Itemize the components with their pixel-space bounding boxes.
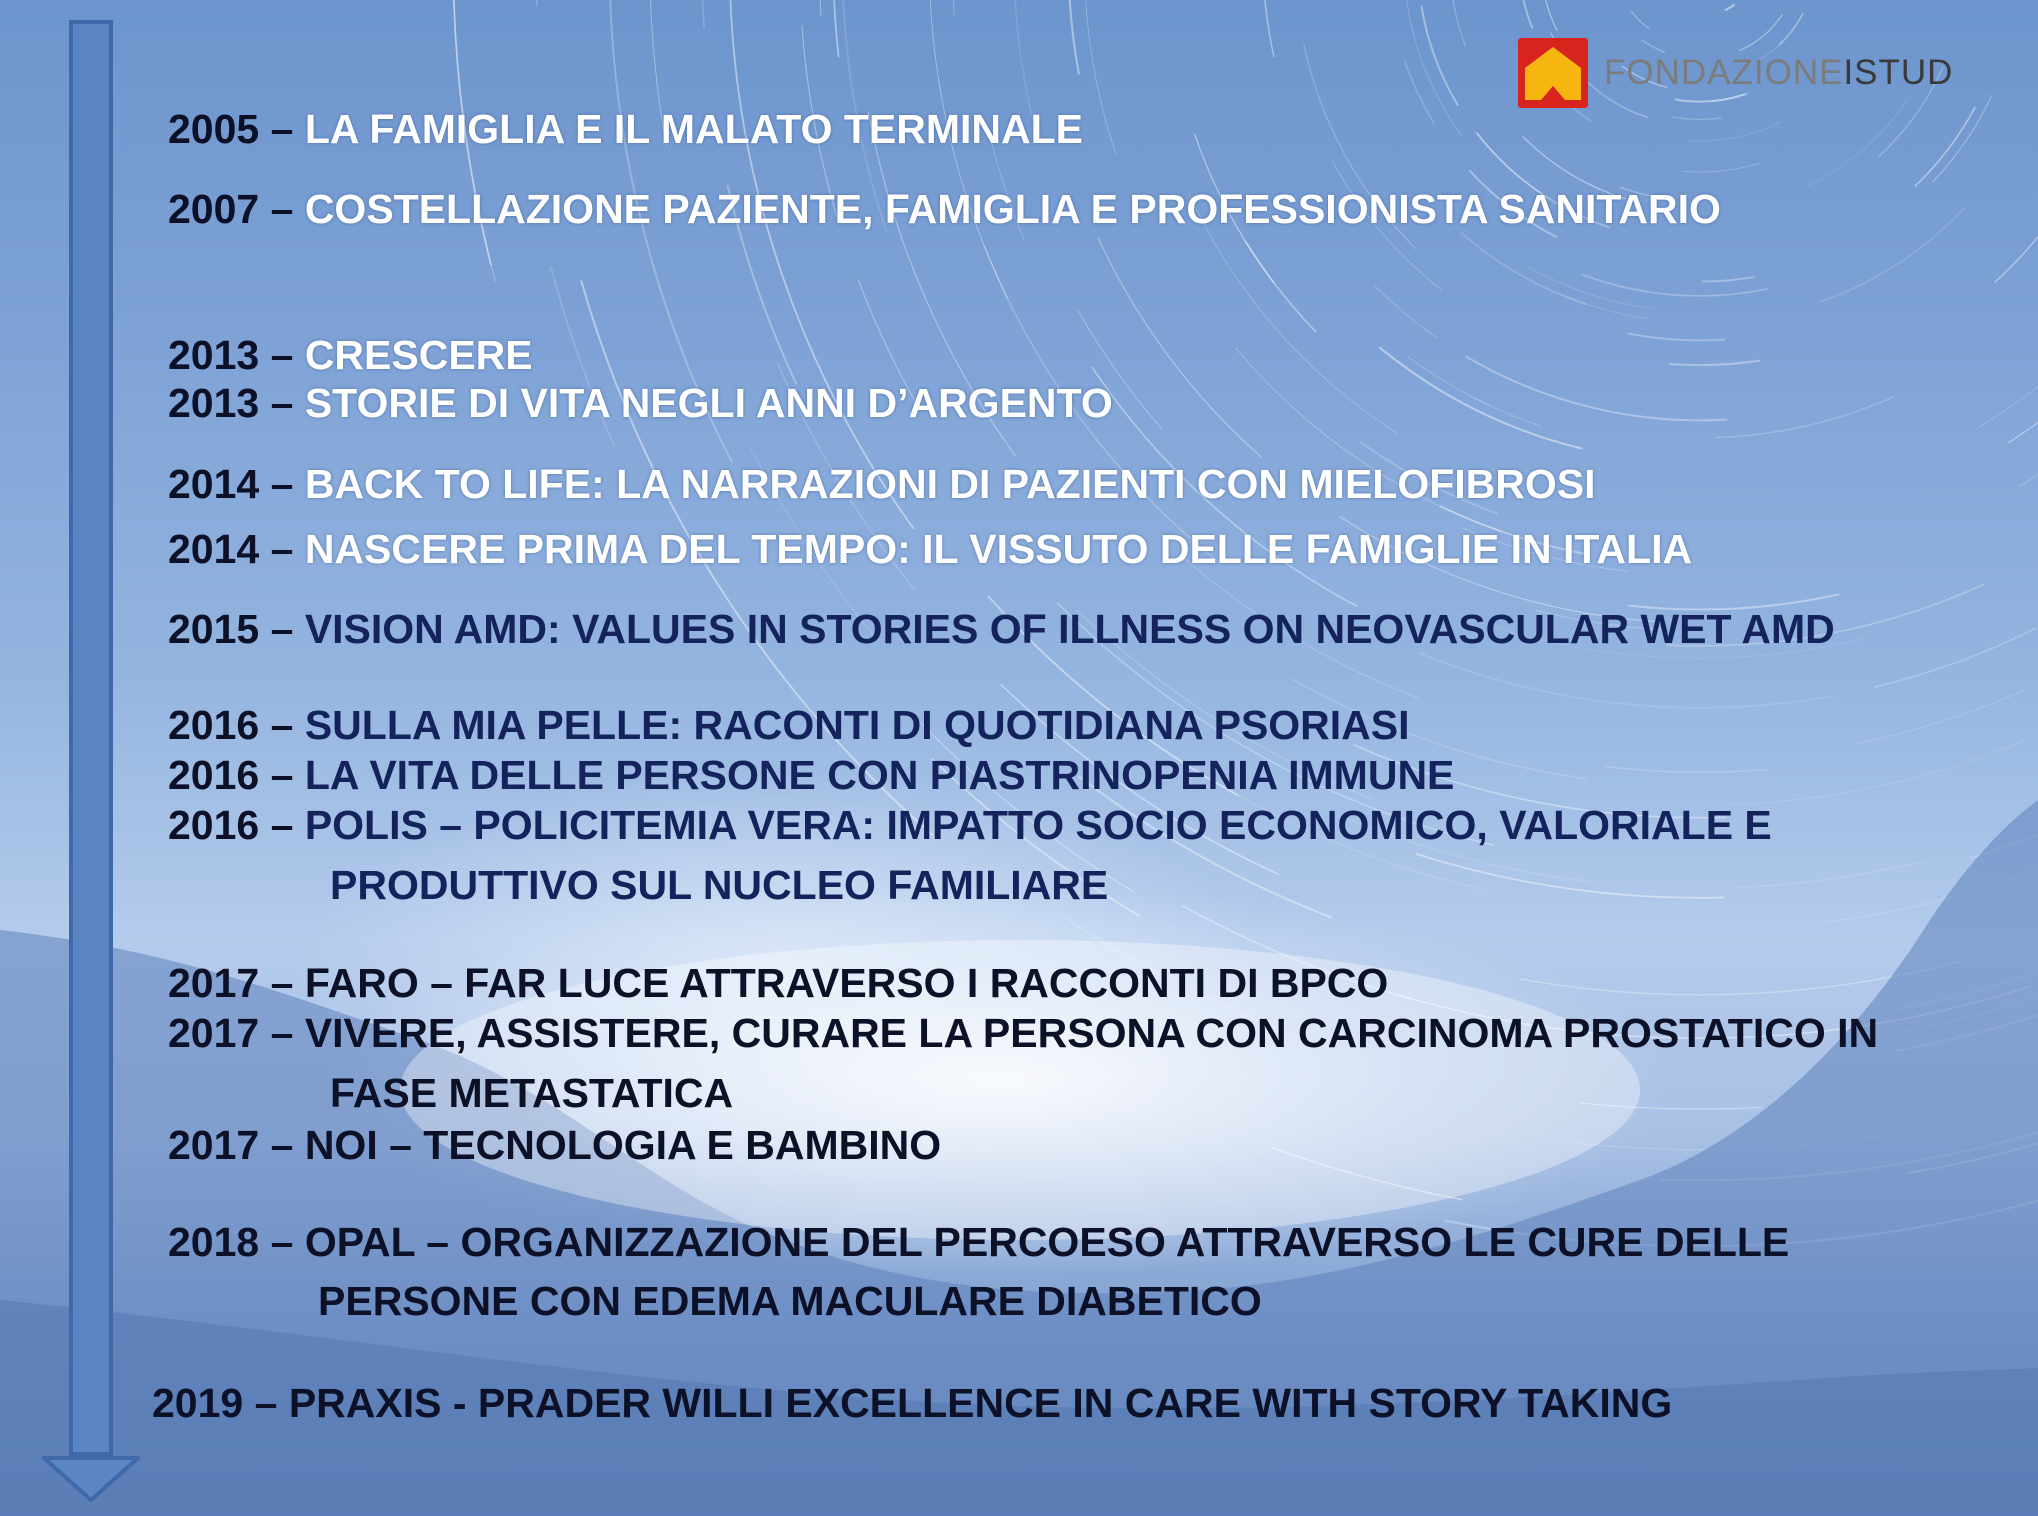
star-trail bbox=[1736, 861, 1925, 888]
star-trail bbox=[1450, 0, 1465, 46]
timeline-entry bbox=[168, 459, 1596, 509]
timeline-entry bbox=[168, 330, 533, 380]
logo-text-istud: ISTUD bbox=[1843, 53, 1954, 92]
entry-year: 2013 – bbox=[168, 332, 294, 378]
timeline-entry-continuation bbox=[318, 1276, 1262, 1326]
star-trail bbox=[1422, 6, 1458, 105]
star-trail bbox=[730, 0, 913, 528]
star-trail bbox=[1419, 653, 1834, 708]
logo-text-fondazione: FONDAZIONE bbox=[1604, 53, 1844, 92]
entry-title: POLIS – POLICITEMIA VERA: IMPATTO SOCIO ECONOMICO, VALORIALE E bbox=[304, 802, 1772, 848]
star-trail bbox=[1519, 0, 1532, 28]
star-trail bbox=[1979, 325, 2038, 427]
entry-title: LA FAMIGLIA E IL MALATO TERMINALE bbox=[304, 106, 1084, 152]
star-trail bbox=[536, 0, 655, 6]
entry-title: COSTELLAZIONE PAZIENTE, FAMIGLIA E PROFESSIONISTA SANITARIO bbox=[304, 186, 1721, 232]
star-trail bbox=[1541, 0, 1557, 30]
entry-year: 2013 – bbox=[168, 380, 294, 426]
entry-year: 2005 – bbox=[168, 106, 294, 152]
star-trail bbox=[1467, 357, 1727, 421]
star-trail bbox=[1461, 233, 1586, 304]
entry-year: 2014 – bbox=[168, 526, 294, 572]
entry-year: 2018 – bbox=[168, 1219, 294, 1265]
timeline-entry bbox=[168, 104, 1083, 154]
star-trail bbox=[1727, 739, 2029, 805]
entry-title: VISION AMD: VALUES IN STORIES OF ILLNESS ON NEOVASCULAR WET AMD bbox=[304, 606, 1835, 652]
star-trail bbox=[952, 0, 972, 15]
entry-title: VIVERE, ASSISTERE, CURARE LA PERSONA CON CARCINOMA PROSTATICO IN bbox=[304, 1010, 1879, 1056]
entry-title: CRESCERE bbox=[304, 332, 533, 378]
star-trail bbox=[1854, 690, 2025, 744]
star-trail bbox=[2020, 343, 2038, 487]
star-trail bbox=[1689, 122, 1781, 141]
timeline-entry bbox=[168, 700, 1410, 750]
entry-title-continued: PERSONE CON EDEMA MACULARE DIABETICO bbox=[318, 1278, 1262, 1324]
entry-title: SULLA MIA PELLE: RACONTI DI QUOTIDIANA PSORIASI bbox=[304, 702, 1410, 748]
entry-title-continued: FASE METASTATICA bbox=[330, 1070, 734, 1116]
timeline-entry-continuation bbox=[330, 860, 1108, 910]
entry-title: STORIE DI VITA NEGLI ANNI D’ARGENTO bbox=[304, 380, 1113, 426]
star-trail bbox=[1607, 767, 1767, 772]
star-trail bbox=[1703, 277, 1754, 282]
star-trail bbox=[1933, 96, 1992, 182]
star-trail bbox=[1875, 628, 2035, 687]
star-trail bbox=[1246, 242, 1316, 332]
entry-year: 2015 – bbox=[168, 606, 294, 652]
entry-year: 2017 – bbox=[168, 960, 294, 1006]
entry-title: LA VITA DELLE PERSONE CON PIASTRINOPENIA IMMUNE bbox=[304, 752, 1455, 798]
star-trail bbox=[1726, 5, 1734, 10]
star-trail bbox=[1583, 275, 1768, 296]
entry-title: NOI – TECNOLOGIA E BAMBINO bbox=[304, 1122, 942, 1168]
timeline-entry bbox=[168, 1217, 1789, 1267]
entry-year: 2016 – bbox=[168, 752, 294, 798]
star-trail bbox=[1409, 357, 1490, 405]
timeline-entry bbox=[168, 524, 1692, 574]
star-trail bbox=[1631, 11, 1649, 29]
entry-year: 2016 – bbox=[168, 802, 294, 848]
star-trail bbox=[1416, 854, 1723, 898]
star-trail bbox=[1995, 212, 2038, 282]
star-trail bbox=[1375, 286, 1436, 337]
fondazione-istud-logo bbox=[1518, 38, 1953, 108]
star-trail bbox=[1628, 334, 1724, 341]
star-trail bbox=[1085, 0, 1117, 155]
star-trail bbox=[2009, 314, 2038, 443]
entry-year: 2007 – bbox=[168, 186, 294, 232]
entry-title: OPAL – ORGANIZZAZIONE DEL PERCOESO ATTRAVERSO LE CURE DELLE bbox=[304, 1219, 1790, 1265]
entry-title: NASCERE PRIMA DEL TEMPO: IL VISSUTO DELLE FAMIGLIE IN ITALIA bbox=[304, 526, 1693, 572]
star-trail bbox=[819, 0, 829, 16]
logo-text bbox=[1604, 38, 1953, 108]
timeline-entry bbox=[168, 604, 1835, 654]
timeline-entry-continuation bbox=[330, 1068, 733, 1118]
timeline-entry bbox=[168, 958, 1388, 1008]
entry-year: 2017 – bbox=[168, 1010, 294, 1056]
entry-title-continued: PRODUTTIVO SUL NUCLEO FAMILIARE bbox=[330, 862, 1109, 908]
star-trail bbox=[1670, 361, 1760, 365]
star-trail bbox=[1716, 397, 1894, 438]
entry-year: 2016 – bbox=[168, 702, 294, 748]
star-trail bbox=[1263, 0, 1289, 56]
timeline-entry bbox=[168, 378, 1113, 428]
star-trail bbox=[1068, 0, 1078, 74]
star-trail bbox=[1380, 348, 1581, 449]
entry-title: BACK TO LIFE: LA NARRAZIONI DI PAZIENTI CON MIELOFIBROSI bbox=[304, 461, 1596, 507]
timeline-entry bbox=[152, 1378, 1672, 1428]
timeline-entry bbox=[168, 1008, 1878, 1058]
timeline-entry bbox=[168, 800, 1772, 850]
entry-year: 2019 – bbox=[152, 1380, 278, 1426]
entry-title: PRAXIS - PRADER WILLI EXCELLENCE IN CARE WITH STORY TAKING bbox=[288, 1380, 1673, 1426]
entry-year: 2014 – bbox=[168, 461, 294, 507]
star-trail bbox=[1683, 163, 1761, 172]
star-trail bbox=[1915, 108, 1975, 186]
entry-year: 2017 – bbox=[168, 1122, 294, 1168]
timeline-entry bbox=[168, 750, 1454, 800]
star-trail bbox=[1406, 0, 1462, 135]
timeline-entry bbox=[168, 184, 1721, 234]
timeline-entry bbox=[168, 1120, 941, 1170]
star-trail bbox=[1098, 238, 1261, 457]
star-trail bbox=[1821, 208, 1965, 302]
star-trail bbox=[1473, 397, 1542, 426]
star-trail bbox=[1673, 117, 1722, 119]
star-trail bbox=[1405, 62, 1434, 124]
entry-title: FARO – FAR LUCE ATTRAVERSO I RACCONTI DI BPCO bbox=[304, 960, 1389, 1006]
house-logo-icon bbox=[1518, 38, 1588, 108]
